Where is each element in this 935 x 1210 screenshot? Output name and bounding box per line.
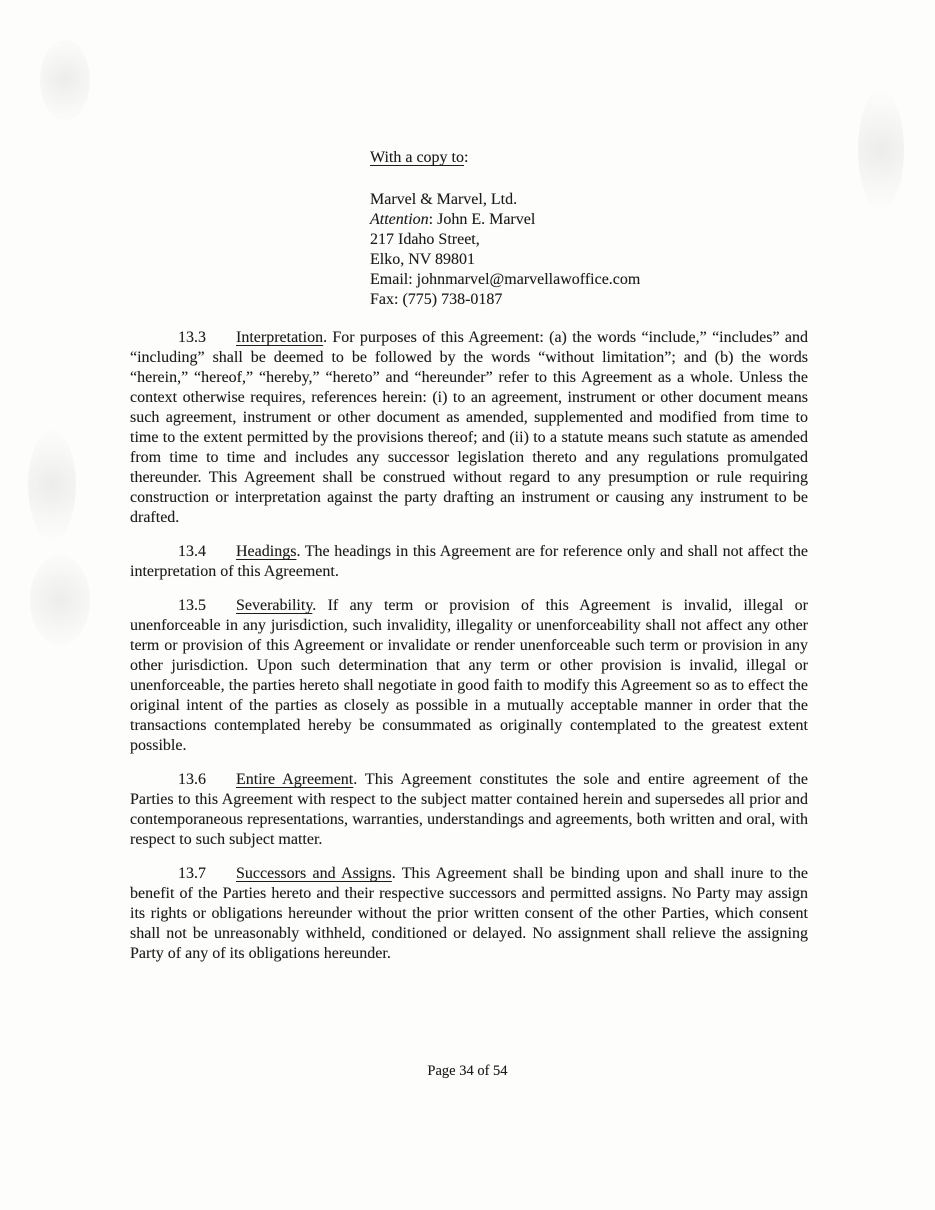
company-name: Marvel & Marvel, Ltd. (370, 191, 518, 208)
section-13-6-entire-agreement (130, 770, 808, 850)
copy-to-heading-colon: : (464, 149, 469, 166)
fax-line: Fax: (775) 738-0187 (370, 291, 503, 308)
section-body: . This Agreement shall be binding upon and shall inure to the benefit of the Parties hereto and their respective successors and permitted assigns. No Party may assign its rights or obligations hereunder without the prior written consent of the other Parties, which consent shall not be unreasonably withheld, conditioned or delayed. No assignment shall relieve the assigning Party of any of its obligations hereunder. (130, 865, 809, 962)
section-title: Headings (236, 543, 297, 560)
scan-artifact (40, 40, 90, 120)
section-13-4-headings (130, 542, 808, 582)
scan-artifact (858, 90, 904, 210)
city-line: Elko, NV 89801 (370, 251, 476, 268)
section-13-3-interpretation (130, 328, 808, 528)
section-number: 13.6 (178, 771, 206, 788)
email-line: Email: johnmarvel@marvellawoffice.com (370, 271, 641, 288)
section-13-7-successors-and-assigns (130, 864, 808, 964)
scan-artifact (30, 555, 90, 645)
page-number-footer: Page 34 of 54 (427, 1063, 508, 1079)
attention-value: : John E. Marvel (428, 211, 536, 228)
section-body: . If any term or provision of this Agreement is invalid, illegal or unenforceable in any jurisdiction, such invalidity, illegality or unenforceability shall not affect any other term or provision of this Agreement or invalidate or render unenforceable such term or provision in any other jurisdiction. Upon such determination that any term or other provision is invalid, illegal or unenforceable, the parties hereto shall negotiate in good faith to modify this Agreement so as to effect the original intent of the parties as closely as possible in a mutually acceptable manner in order that the transactions contemplated hereby be consummated as originally contemplated to the greatest extent possible. (130, 597, 808, 754)
section-title: Severability (236, 597, 313, 614)
section-title: Successors and Assigns (236, 865, 392, 882)
street-line: 217 Idaho Street, (370, 231, 480, 248)
section-number: 13.3 (178, 329, 206, 346)
section-title: Entire Agreement (236, 771, 354, 788)
sections (130, 328, 808, 964)
page-content (130, 148, 808, 964)
section-number: 13.4 (178, 543, 206, 560)
section-body: . This Agreement constitutes the sole and entire agreement of the Parties to this Agreement with respect to the subject matter contained herein and supersedes all prior and contemporaneous representations, warranties, understandings and agreements, both written and oral, with respect to such subject matter. (130, 771, 808, 848)
section-number: 13.7 (178, 865, 206, 882)
copy-to-heading (370, 148, 808, 168)
scan-artifact (28, 430, 76, 540)
section-13-5-severability (130, 596, 808, 756)
section-body: . The headings in this Agreement are for reference only and shall not affect the interpretation of this Agreement. (130, 543, 808, 580)
copy-to-heading-text: With a copy to (370, 149, 464, 166)
section-title: Interpretation (236, 329, 324, 346)
section-number: 13.5 (178, 597, 206, 614)
attention-line (370, 210, 808, 230)
attention-label: Attention (370, 211, 429, 228)
section-body: . For purposes of this Agreement: (a) the words “include,” “includes” and “including” shall be deemed to be followed by the words “without limitation”; and (b) the words “herein,” “hereof,” “hereby,” “hereto” and “hereunder” refer to this Agreement as a whole. Unless the context otherwise requires, references herein: (i) to an agreement, instrument or other document means such agreement, instrument or other document as amended, supplemented and modified from time to time to the extent permitted by the provisions thereof; and (ii) to a statute means such statute as amended from time to time and includes any successor legislation thereto and any regulations promulgated thereunder. This Agreement shall be construed without regard to any presumption or rule requiring construction or interpretation against the party drafting an instrument or causing any instrument to be drafted. (130, 329, 808, 526)
copy-to-block (370, 148, 808, 310)
